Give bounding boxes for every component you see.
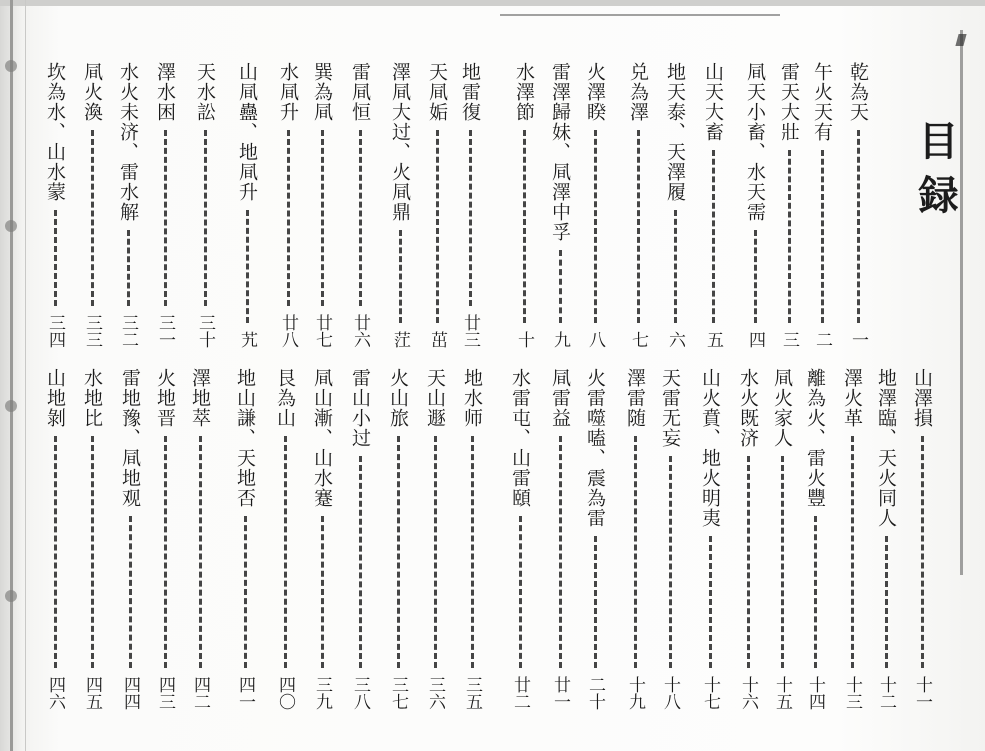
toc-entry-label: 地雷復 [459, 62, 481, 122]
dot-leader [523, 130, 526, 323]
dot-leader [519, 516, 522, 668]
toc-entry [458, 62, 482, 348]
dot-leader [397, 436, 400, 668]
toc-entry-label: 坎為水、山水蒙 [44, 62, 66, 202]
toc-entry-page-number: 六 [665, 331, 685, 348]
dot-leader [471, 436, 474, 668]
dot-leader [709, 536, 712, 668]
toc-entry-label: 火雷噬嗑、震為雷 [584, 368, 606, 528]
toc-entry [777, 62, 801, 348]
toc-entry [386, 368, 410, 710]
toc-entry [193, 62, 217, 348]
toc-entry-label: 午火天有 [811, 62, 833, 142]
dot-leader [436, 130, 439, 323]
page-right-edge [960, 30, 963, 575]
toc-entry-page-number: 三三 [82, 314, 102, 348]
toc-entry-page-number: 四二 [190, 676, 210, 710]
binding-thread [10, 0, 13, 751]
toc-entry-label: 雷澤歸妹、凬澤中孚 [549, 62, 571, 242]
dot-leader [821, 150, 824, 323]
toc-entry-label: 水雷屯、山雷頤 [509, 368, 531, 508]
toc-entry-page-number: 八 [585, 331, 605, 348]
toc-entry [348, 62, 372, 348]
toc-entry-label: 水凬升 [277, 62, 299, 122]
toc-entry-label: 地天泰、天澤履 [664, 62, 686, 202]
dot-leader [669, 456, 672, 668]
dot-leader [284, 436, 287, 668]
toc-entry-label: 水火未济、雷水解 [117, 62, 139, 222]
toc-entry-page-number: 廿二 [510, 676, 530, 710]
dot-leader [559, 436, 562, 668]
toc-entry [460, 368, 484, 710]
binding-fold [25, 0, 26, 751]
toc-entry [583, 62, 607, 348]
dot-leader [321, 130, 324, 306]
dot-leader [712, 150, 715, 323]
toc-entry-page-number: 十七 [700, 676, 720, 710]
dot-leader [164, 130, 167, 306]
toc-entry-page-number: 三五 [462, 676, 482, 710]
dot-leader [674, 210, 677, 323]
dot-leader [246, 210, 249, 323]
toc-entry [233, 368, 257, 710]
toc-entry-label: 乾為天 [847, 62, 869, 122]
toc-entry-page-number: 四四 [120, 676, 140, 710]
toc-entry-label: 水火既济 [737, 368, 759, 448]
toc-entry-page-number: 十九 [625, 676, 645, 710]
toc-entry-page-number: 四三 [155, 676, 175, 710]
toc-entry [736, 368, 760, 710]
toc-entry [663, 62, 687, 348]
toc-entry-label: 凬雷益 [549, 368, 571, 428]
dot-leader [91, 130, 94, 306]
toc-entry [273, 368, 297, 710]
toc-entry [310, 368, 334, 710]
toc-entry-label: 天水訟 [194, 62, 216, 122]
toc-entry-page-number: 三十 [195, 314, 215, 348]
dot-leader [747, 456, 750, 668]
toc-entry-label: 地澤臨、天火同人 [875, 368, 897, 528]
dot-leader [204, 130, 207, 306]
toc-entry-label: 凬天小畜、水天需 [744, 62, 766, 222]
toc-entry-page-number: 五 [703, 331, 723, 348]
toc-entry [118, 368, 142, 710]
toc-entry-label: 天雷无妄 [659, 368, 681, 448]
toc-entry-page-number: 三四 [45, 314, 65, 348]
binding-hole [5, 590, 17, 602]
toc-entry [80, 368, 104, 710]
toc-entry-page-number: 十四 [805, 676, 825, 710]
toc-entry-label: 地水师 [461, 368, 483, 428]
dot-leader [851, 436, 854, 668]
dot-leader [199, 436, 202, 668]
toc-entry-label: 艮為山 [274, 368, 296, 428]
toc-entry-label: 雷地豫、凬地观 [119, 368, 141, 508]
dot-leader [857, 130, 860, 323]
toc-entry-label: 山火賁、地火明夷 [699, 368, 721, 528]
toc-entry-label: 山澤損 [911, 368, 933, 428]
dot-leader [788, 150, 791, 323]
toc-entry-page-number: 三二 [118, 314, 138, 348]
toc-entry [803, 368, 827, 710]
toc-entry [153, 62, 177, 348]
toc-entry [623, 368, 647, 710]
toc-entry [658, 368, 682, 710]
toc-entry-page-number: 三七 [388, 676, 408, 710]
toc-entry-page-number: 九 [550, 331, 570, 348]
dot-leader [634, 436, 637, 668]
binding-hole [5, 60, 17, 72]
binding-hole [5, 220, 17, 232]
dot-leader [781, 456, 784, 668]
toc-entry-page-number: 一 [848, 331, 868, 348]
toc-entry-label: 水地比 [81, 368, 103, 428]
toc-entry-label: 雷山小过 [349, 368, 371, 448]
toc-entry-label: 凬山漸、山水蹇 [311, 368, 333, 508]
toc-entry-label: 火地晋 [154, 368, 176, 428]
toc-entry-label: 天山遯 [424, 368, 446, 428]
dot-leader [885, 536, 888, 668]
toc-entry-label: 火山旅 [387, 368, 409, 428]
ink-mark [955, 34, 966, 46]
toc-entry-label: 雷天大壯 [778, 62, 800, 142]
top-rule [500, 14, 780, 16]
toc-entry-page-number: 三九 [312, 676, 332, 710]
toc-entry-label: 離為火、雷火豐 [804, 368, 826, 508]
toc-entry [701, 62, 725, 348]
dot-leader [637, 130, 640, 323]
dot-leader [164, 436, 167, 668]
dot-leader [754, 230, 757, 323]
dot-leader [54, 210, 57, 306]
dot-leader [559, 250, 562, 323]
toc-entry-page-number: 廿八 [278, 314, 298, 348]
toc-entry-page-number: 十二 [876, 676, 896, 710]
dot-leader [244, 516, 247, 668]
toc-entry [548, 62, 572, 348]
toc-entry-page-number: 廿六 [350, 314, 370, 348]
dot-leader [399, 230, 402, 323]
toc-entry [840, 368, 864, 710]
toc-entry-page-number: 艽 [237, 331, 257, 348]
toc-entry [276, 62, 300, 348]
toc-entry [512, 62, 536, 348]
toc-entry [874, 368, 898, 710]
toc-entry-page-number: 四六 [45, 676, 65, 710]
dot-leader [434, 436, 437, 668]
toc-entry-page-number: 廿七 [312, 314, 332, 348]
toc-entry [810, 62, 834, 348]
toc-entry [43, 62, 67, 348]
dot-leader [594, 536, 597, 668]
dot-leader [814, 516, 817, 668]
toc-entry-label: 雷凬恒 [349, 62, 371, 122]
toc-entry [583, 368, 607, 710]
toc-entry-page-number: 三一 [155, 314, 175, 348]
toc-entry-label: 澤火革 [841, 368, 863, 428]
toc-entry-label: 山凬蠱、地凬升 [236, 62, 258, 202]
toc-entry-page-number: 三 [779, 331, 799, 348]
dot-leader [359, 456, 362, 668]
toc-entry-page-number: 三八 [350, 676, 370, 710]
dot-leader [54, 436, 57, 668]
toc-entry-page-number: 廿三 [460, 314, 480, 348]
toc-entry-page-number: 四五 [82, 676, 102, 710]
toc-entry-label: 山地剝 [44, 368, 66, 428]
toc-entry-page-number: 二 [812, 331, 832, 348]
toc-entry [698, 368, 722, 710]
toc-entry-page-number: 十三 [842, 676, 862, 710]
toc-entry-page-number: 茳 [390, 331, 410, 348]
dot-leader [594, 130, 597, 323]
toc-entry [310, 62, 334, 348]
toc-entry [235, 62, 259, 348]
toc-entry [116, 62, 140, 348]
toc-entry [910, 368, 934, 710]
dot-leader [287, 130, 290, 306]
toc-entry-page-number: 四 [745, 331, 765, 348]
binding-hole [5, 400, 17, 412]
toc-entry-label: 凬火渙 [81, 62, 103, 122]
dot-leader [321, 516, 324, 668]
toc-entry [425, 62, 449, 348]
toc-entry [348, 368, 372, 710]
scan-top-edge [0, 0, 985, 6]
toc-entry [153, 368, 177, 710]
toc-entry-page-number: 三六 [425, 676, 445, 710]
dot-leader [127, 230, 130, 306]
dot-leader [359, 130, 362, 306]
toc-entry-page-number: 十五 [772, 676, 792, 710]
toc-entry [770, 368, 794, 710]
toc-entry [743, 62, 767, 348]
toc-entry-page-number: 四〇 [275, 676, 295, 710]
toc-entry-label: 水澤節 [513, 62, 535, 122]
toc-entry-label: 澤地萃 [189, 368, 211, 428]
toc-entry [423, 368, 447, 710]
toc-entry-label: 火澤睽 [584, 62, 606, 122]
toc-entry [508, 368, 532, 710]
toc-entry-label: 天凬姤 [426, 62, 448, 122]
toc-entry-label: 巽為凬 [311, 62, 333, 122]
toc-entry [43, 368, 67, 710]
page-title: 目録 [912, 120, 959, 228]
toc-entry [388, 62, 412, 348]
toc-entry-page-number: 茁 [427, 331, 447, 348]
dot-leader [129, 516, 132, 668]
toc-entry-label: 凬火家人 [771, 368, 793, 448]
dot-leader [921, 436, 924, 668]
toc-entry [548, 368, 572, 710]
toc-entry-label: 地山謙、天地否 [234, 368, 256, 508]
toc-entry-page-number: 廿一 [550, 676, 570, 710]
toc-entry [188, 368, 212, 710]
toc-entry-page-number: 七 [628, 331, 648, 348]
toc-entry-label: 澤雷随 [624, 368, 646, 428]
toc-entry-page-number: 四一 [235, 676, 255, 710]
toc-entry-label: 澤凬大过、火凬鼎 [389, 62, 411, 222]
toc-entry-page-number: 十 [514, 331, 534, 348]
toc-entry-page-number: 十一 [912, 676, 932, 710]
dot-leader [91, 436, 94, 668]
toc-entry-label: 兑為澤 [627, 62, 649, 122]
toc-entry [626, 62, 650, 348]
toc-entry-page-number: 十八 [660, 676, 680, 710]
toc-entry-page-number: 二十 [585, 676, 605, 710]
toc-entry [846, 62, 870, 348]
toc-entry-label: 山天大畜 [702, 62, 724, 142]
dot-leader [469, 130, 472, 306]
toc-entry-page-number: 十六 [738, 676, 758, 710]
toc-entry-label: 澤水困 [154, 62, 176, 122]
toc-entry [80, 62, 104, 348]
